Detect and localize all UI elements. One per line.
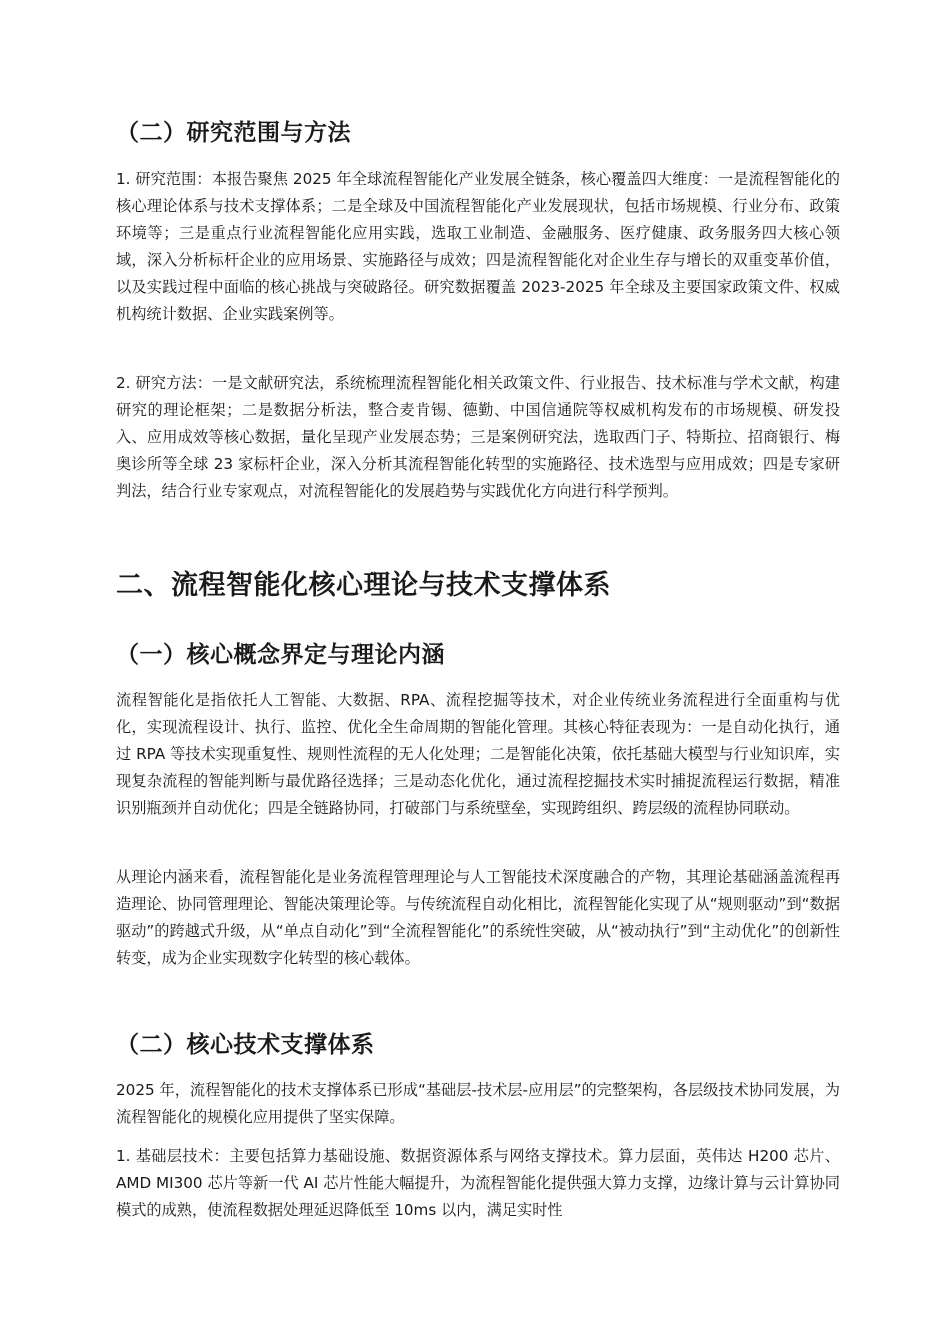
paragraph-theory-connotation: 从理论内涵来看，流程智能化是业务流程管理理论与人工智能技术深度融合的产物，其理论基础涵盖流程再造理论、协同管理理论、智能决策理论等。与传统流程自动化相比，流程智能化实现了从“规则驱动”到“数据驱动”的跨越式升级，从“单点自动化”到“全流程智能化”的系统性突破，从“被动执行”到“主动优化”的创新性转变，成为企业实现数字化转型的核心载体。 [116, 868, 840, 967]
section-heading-core-concepts: （一）核心概念界定与理论内涵 [116, 642, 445, 668]
paragraph-foundation-layer: 1. 基础层技术：主要包括算力基础设施、数据资源体系与网络支撑技术。算力层面，英伟达 H200 芯片、AMD MI300 芯片等新一代 AI 芯片性能大幅提升，为流程智能化提供强大算力支撑，边缘计算与云计算协同模式的成熟，使流程数据处理延迟降低至 10ms 以内，满足实时性 [116, 1147, 840, 1219]
section-heading-research-scope-methods: （二）研究范围与方法 [116, 120, 351, 146]
paragraph-research-methods: 2. 研究方法：一是文献研究法，系统梳理流程智能化相关政策文件、行业报告、技术标准与学术文献，构建研究的理论框架；二是数据分析法，整合麦肯锡、德勤、中国信通院等权威机构发布的市场规模、研发投入、应用成效等核心数据，量化呈现产业发展态势；三是案例研究法，选取西门子、特斯拉、招商银行、梅奥诊所等全球 23 家标杆企业，深入分析其流程智能化转型的实施路径、技术选型与应用成效；四是专家研判法，结合行业专家观点，对流程智能化的发展趋势与实践优化方向进行科学预判。 [116, 374, 840, 500]
chapter-heading-core-theory-tech: 二、流程智能化核心理论与技术支撑体系 [116, 570, 611, 601]
section-heading-tech-support-system: （二）核心技术支撑体系 [116, 1032, 375, 1058]
paragraph-concept-definition: 流程智能化是指依托人工智能、大数据、RPA、流程挖掘等技术，对企业传统业务流程进行全面重构与优化，实现流程设计、执行、监控、优化全生命周期的智能化管理。其核心特征表现为：一是自动化执行，通过 RPA 等技术实现重复性、规则性流程的无人化处理；二是智能化决策，依托基础大模型与行业知识库，实现复杂流程的智能判断与最优路径选择；三是动态化优化，通过流程挖掘技术实时捕捉流程运行数据，精准识别瓶颈并自动优化；四是全链路协同，打破部门与系统壁垒，实现跨组织、跨层级的流程协同联动。 [116, 691, 840, 817]
paragraph-tech-architecture: 2025 年，流程智能化的技术支撑体系已形成“基础层-技术层-应用层”的完整架构，各层级技术协同发展，为流程智能化的规模化应用提供了坚实保障。 [116, 1081, 840, 1126]
paragraph-research-scope: 1. 研究范围：本报告聚焦 2025 年全球流程智能化产业发展全链条，核心覆盖四大维度：一是流程智能化的核心理论体系与技术支撑体系；二是全球及中国流程智能化产业发展现状，包括市场规模、行业分布、政策环境等；三是重点行业流程智能化应用实践，选取工业制造、金融服务、医疗健康、政务服务四大核心领域，深入分析标杆企业的应用场景、实施路径与成效；四是流程智能化对企业生存与增长的双重变革价值，以及实践过程中面临的核心挑战与突破路径。研究数据覆盖 2023-2025 年全球及主要国家政策文件、权威机构统计数据、企业实践案例等。 [116, 170, 840, 323]
